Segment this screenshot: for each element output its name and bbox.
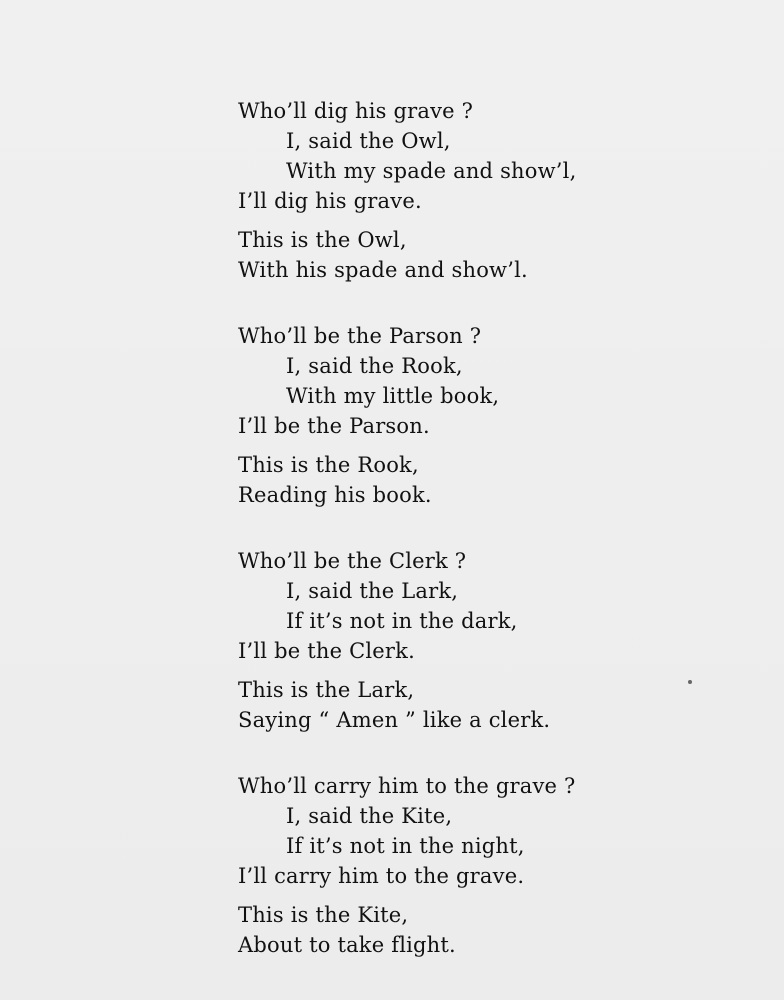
poem-line: Reading his book. bbox=[238, 483, 432, 507]
poem-line: With my spade and show’l, bbox=[286, 159, 577, 183]
poem-line: With my little book, bbox=[286, 384, 500, 408]
poem-line: This is the Lark, bbox=[238, 678, 415, 702]
poem-line: This is the Owl, bbox=[238, 228, 407, 252]
stanza-owl bbox=[238, 96, 758, 285]
poem-line: Who’ll be the Clerk ? bbox=[238, 549, 467, 573]
poem-line: Who’ll dig his grave ? bbox=[238, 99, 474, 123]
poem-line: About to take flight. bbox=[238, 933, 456, 957]
stanza-kite bbox=[238, 771, 758, 960]
poem-line: Who’ll carry him to the grave ? bbox=[238, 774, 576, 798]
poem-line: I’ll dig his grave. bbox=[238, 189, 422, 213]
poem-line: If it’s not in the dark, bbox=[286, 609, 518, 633]
poem-line: I’ll be the Parson. bbox=[238, 414, 430, 438]
poem-line: I’ll be the Clerk. bbox=[238, 639, 415, 663]
poem-line: I, said the Rook, bbox=[286, 354, 463, 378]
poem-line: Saying “ Amen ” like a clerk. bbox=[238, 708, 551, 732]
poem-line: This is the Rook, bbox=[238, 453, 419, 477]
poem bbox=[238, 96, 758, 960]
poem-line: I, said the Lark, bbox=[286, 579, 459, 603]
poem-line: This is the Kite, bbox=[238, 903, 409, 927]
poem-line: I, said the Kite, bbox=[286, 804, 453, 828]
poem-line: I, said the Owl, bbox=[286, 129, 451, 153]
poem-line: I’ll carry him to the grave. bbox=[238, 864, 525, 888]
stanza-lark bbox=[238, 546, 758, 735]
stanza-rook bbox=[238, 321, 758, 510]
poem-line: Who’ll be the Parson ? bbox=[238, 324, 482, 348]
poem-line: If it’s not in the night, bbox=[286, 834, 525, 858]
poem-line: With his spade and show’l. bbox=[238, 258, 528, 282]
